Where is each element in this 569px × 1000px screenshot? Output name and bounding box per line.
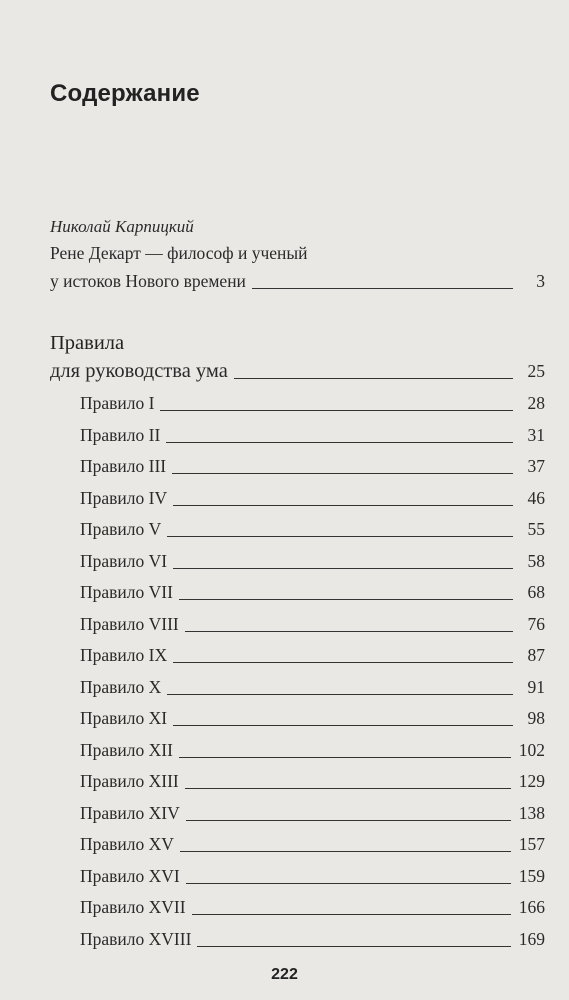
leader-line <box>186 883 511 884</box>
rule-page: 37 <box>527 456 545 476</box>
leader-line <box>160 410 513 411</box>
rule-label: Правило IX <box>80 645 168 665</box>
toc-entry-rule[interactable] <box>80 456 545 477</box>
rule-label: Правило XV <box>80 834 174 854</box>
toc-entry-rule[interactable] <box>80 834 545 855</box>
leader-line <box>173 725 513 726</box>
rules-section-title-line1: Правила <box>50 332 125 354</box>
rule-label: Правило XVII <box>80 897 186 917</box>
rule-label: Правило I <box>80 393 155 413</box>
rule-label: Правило X <box>80 676 162 697</box>
rule-page: 159 <box>518 865 545 886</box>
toc-entry-rule[interactable] <box>80 803 545 824</box>
essay-title-line2: у истоков Нового времени <box>50 271 246 291</box>
leader-line <box>173 568 513 569</box>
rule-page: 138 <box>518 802 545 823</box>
rule-label: Правило XVI <box>80 865 180 886</box>
rule-label: Правило XIV <box>80 802 180 823</box>
leader-line <box>173 505 513 506</box>
toc-entry-rule[interactable] <box>80 551 545 572</box>
essay-page: 3 <box>536 271 545 291</box>
leader-line <box>166 442 513 443</box>
rule-page: 87 <box>527 645 545 665</box>
toc-entry-rule[interactable] <box>80 645 545 666</box>
toc-entry-rule[interactable] <box>80 866 545 887</box>
leader-line <box>186 820 511 821</box>
rule-page: 91 <box>527 676 545 697</box>
leader-line <box>197 946 510 947</box>
toc-entry-rule[interactable] <box>80 582 545 603</box>
toc-title: Содержание <box>50 80 200 107</box>
rule-page: 98 <box>527 708 545 728</box>
rule-page: 58 <box>527 550 545 571</box>
rule-page: 68 <box>527 582 545 602</box>
page-number: 222 <box>271 966 298 983</box>
rule-label: Правило II <box>80 424 161 445</box>
toc-entry-rules-section[interactable] <box>50 360 545 383</box>
toc-entry-rule[interactable] <box>80 488 545 509</box>
rules-section-title-line2: для руководства ума <box>50 360 228 382</box>
rule-page: 28 <box>527 393 545 413</box>
rule-page: 166 <box>518 897 545 917</box>
rule-label: Правило VIII <box>80 613 179 634</box>
rule-page: 129 <box>518 771 545 791</box>
leader-line <box>167 536 513 537</box>
toc-entry-essay[interactable] <box>50 271 545 292</box>
rules-section-page: 25 <box>527 361 545 381</box>
toc-entry-rule[interactable] <box>80 519 545 540</box>
leader-line <box>252 288 513 289</box>
rule-label: Правило VII <box>80 582 173 602</box>
leader-line <box>179 757 511 758</box>
leader-line <box>172 473 513 474</box>
rule-label: Правило III <box>80 456 167 476</box>
leader-line <box>179 599 513 600</box>
rule-label: Правило XIII <box>80 771 179 791</box>
toc-entry-rule[interactable] <box>80 929 545 950</box>
rule-page: 157 <box>518 834 545 854</box>
rule-page: 46 <box>527 487 545 508</box>
leader-line <box>173 662 513 663</box>
rule-label: Правило IV <box>80 487 168 508</box>
essay-author: Николай Карпицкий <box>50 217 194 236</box>
rule-label: Правило XI <box>80 708 168 728</box>
rule-page: 76 <box>527 613 545 634</box>
rule-page: 169 <box>518 928 545 949</box>
rule-label: Правило XII <box>80 739 173 760</box>
leader-line <box>167 694 513 695</box>
rule-label: Правило VI <box>80 550 168 571</box>
toc-entry-rule[interactable] <box>80 740 545 761</box>
leader-line <box>185 788 511 789</box>
toc-entry-rule[interactable] <box>80 897 545 918</box>
rule-page: 102 <box>518 739 545 760</box>
rule-label: Правило XVIII <box>80 928 192 949</box>
toc-entry-rule[interactable] <box>80 771 545 792</box>
rule-page: 31 <box>527 424 545 445</box>
toc-entry-rule[interactable] <box>80 393 545 414</box>
rule-label: Правило V <box>80 519 162 539</box>
leader-line <box>180 851 511 852</box>
essay-title-line1: Рене Декарт — философ и ученый <box>50 243 308 263</box>
rule-page: 55 <box>527 519 545 539</box>
toc-entry-rule[interactable] <box>80 677 545 698</box>
toc-entry-rule[interactable] <box>80 708 545 729</box>
leader-line <box>234 378 513 379</box>
leader-line <box>185 631 513 632</box>
toc-entry-rule[interactable] <box>80 425 545 446</box>
toc-entry-rule[interactable] <box>80 614 545 635</box>
leader-line <box>192 914 511 915</box>
